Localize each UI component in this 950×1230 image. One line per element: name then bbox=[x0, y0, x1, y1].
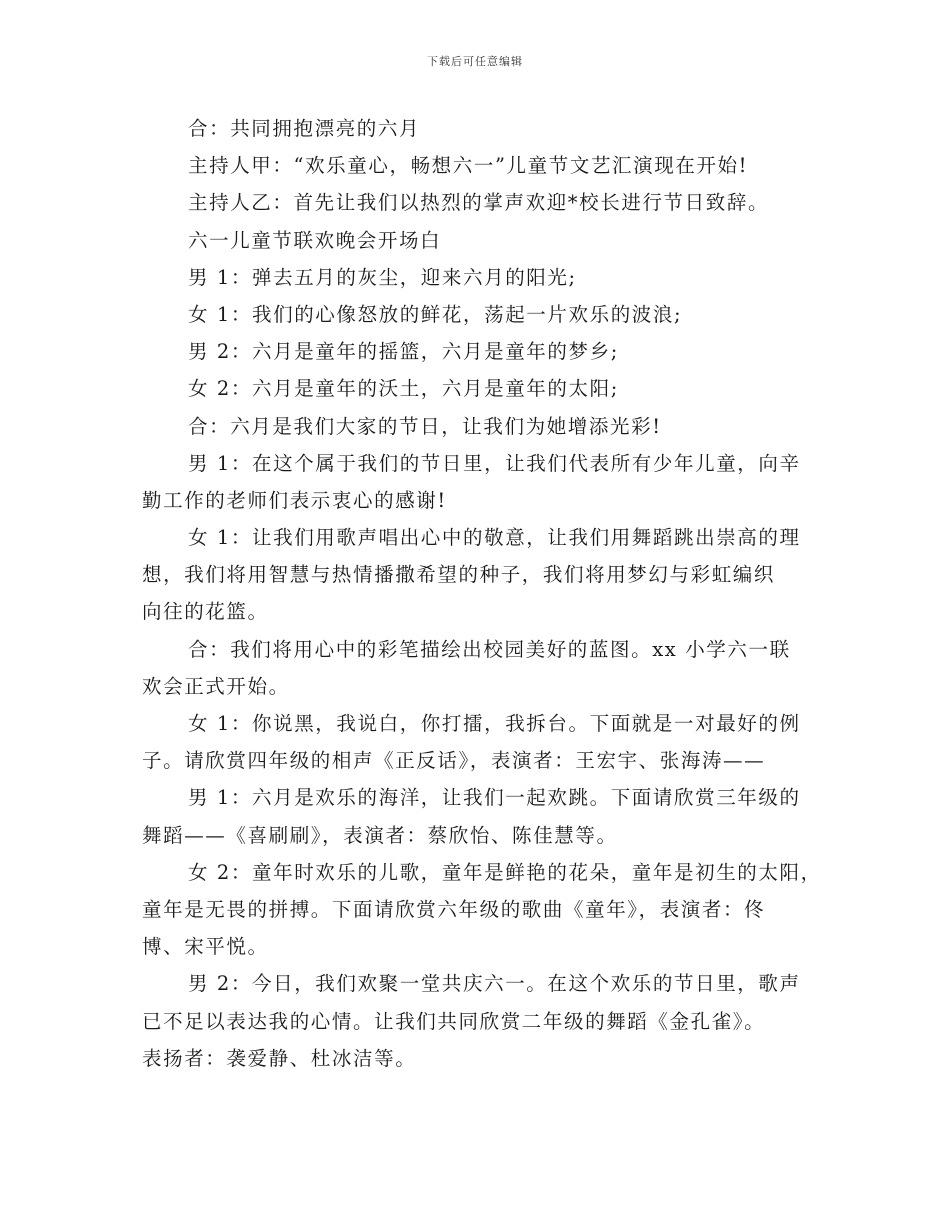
text-line: 女 1：我们的心像怒放的鲜花，荡起一片欢乐的波浪; bbox=[188, 302, 683, 326]
page-header: 下载后可任意编辑 bbox=[427, 55, 523, 68]
text-line: 想，我们将用智慧与热情播撒希望的种子，我们将用梦幻与彩虹编织 bbox=[142, 563, 776, 587]
text-line: 主持人乙：首先让我们以热烈的掌声欢迎*校长进行节日致辞。 bbox=[188, 191, 770, 215]
text-line: 合：共同拥抱漂亮的六月 bbox=[188, 117, 421, 140]
text-line: 女 1：你说黑，我说白，你打擂，我拆台。下面就是一对最好的例 bbox=[188, 712, 801, 735]
text-line: 向往的花篮。 bbox=[142, 600, 269, 624]
text-line: 男 1：在这个属于我们的节日里，让我们代表所有少年儿童，向辛 bbox=[188, 451, 801, 475]
text-line: 男 2：六月是童年的摇篮，六月是童年的梦乡; bbox=[188, 340, 619, 364]
text-line: 合：六月是我们大家的节日，让我们为她增添光彩! bbox=[188, 414, 662, 438]
text-line: 女 1：让我们用歌声唱出心中的敬意，让我们用舞蹈跳出崇高的理 bbox=[188, 526, 801, 550]
text-line: 欢会正式开始。 bbox=[142, 674, 290, 698]
text-line: 女 2：六月是童年的沃土，六月是童年的太阳; bbox=[188, 377, 619, 401]
text-line: 女 2：童年时欢乐的儿歌，童年是鲜艳的花朵，童年是初生的太阳， bbox=[188, 860, 822, 884]
text-line: 合：我们将用心中的彩笔描绘出校园美好的蓝图。xx 小学六一联 bbox=[188, 637, 791, 661]
document-body bbox=[142, 110, 822, 1077]
text-line: 男 1：六月是欢乐的海洋，让我们一起欢跳。下面请欣赏三年级的 bbox=[188, 786, 801, 810]
text-line: 已不足以表达我的心情。让我们共同欣赏二年级的舞蹈《金孔雀》。 bbox=[142, 1009, 766, 1033]
text-line: 舞蹈——《喜刷刷》，表演者：蔡欣怡、陈佳慧等。 bbox=[142, 823, 618, 847]
text-line: 男 1：弹去五月的灰尘，迎来六月的阳光; bbox=[188, 265, 577, 289]
text-line: 博、宋平悦。 bbox=[142, 935, 269, 959]
text-line: 男 2：今日，我们欢聚一堂共庆六一。在这个欢乐的节日里，歌声 bbox=[188, 972, 801, 996]
text-line: 童年是无畏的拼搏。下面请欣赏六年级的歌曲《童年》，表演者：佟 bbox=[142, 897, 766, 921]
text-line: 勤工作的老师们表示衷心的感谢! bbox=[142, 488, 447, 512]
text-line: 主持人甲：“欢乐童心，畅想六一”儿童节文艺汇演现在开始! bbox=[188, 154, 749, 178]
text-line: 六一儿童节联欢晚会开场白 bbox=[188, 228, 442, 252]
text-line: 表扬者：袭爱静、杜冰洁等。 bbox=[142, 1046, 417, 1070]
text-line: 子。请欣赏四年级的相声《正反话》，表演者：王宏宇、张海涛—— bbox=[142, 749, 766, 773]
